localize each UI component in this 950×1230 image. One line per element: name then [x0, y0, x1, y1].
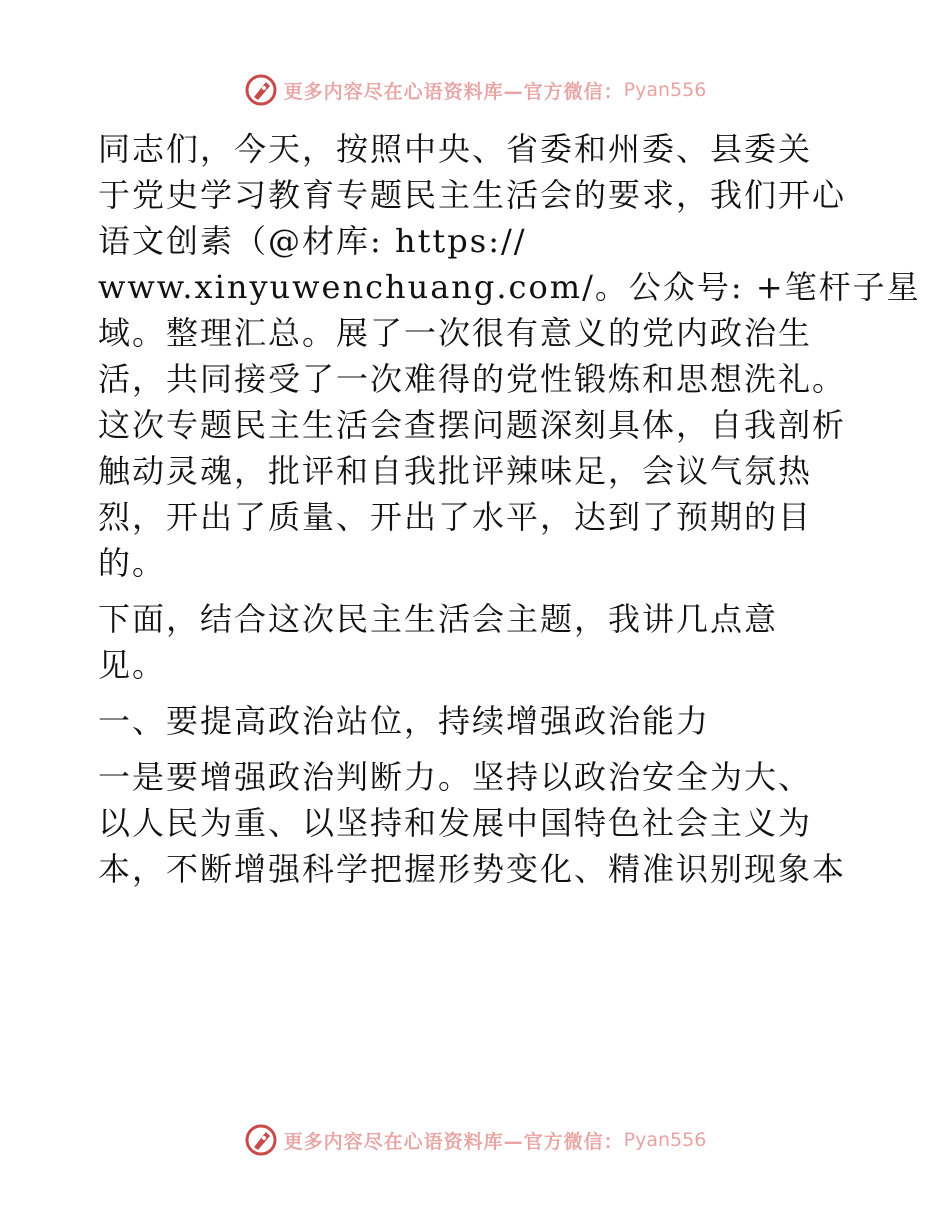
- document-body: [98, 126, 921, 892]
- text-line: 这次专题民主生活会查摆问题深刻具体，自我剖析: [98, 406, 847, 444]
- banner-text: 更多内容尽在心语资料库—官方微信：: [283, 80, 624, 103]
- banner-contact: Pyan556: [623, 79, 707, 101]
- text-line: 下面，结合这次民主生活会主题，我讲几点意: [98, 600, 779, 638]
- text-line: 触动灵魂，批评和自我批评辣味足，会议气氛热: [98, 452, 813, 490]
- text-line: 于党史学习教育专题民主生活会的要求，我们开心: [98, 176, 847, 214]
- footer-watermark-banner: [0, 1120, 950, 1160]
- text-line: 同志们，今天，按照中央、省委和州委、县委关: [98, 130, 813, 168]
- banner-text: 更多内容尽在心语资料库—官方微信：: [283, 1130, 624, 1153]
- text-line: 一是要增强政治判断力。坚持以政治安全为大、: [98, 758, 813, 796]
- heading-line: 一、要提高政治站位，持续增强政治能力: [98, 702, 711, 740]
- text-line: 以人民为重、以坚持和发展中国特色社会主义为: [98, 804, 813, 842]
- text-line: 域。整理汇总。展了一次很有意义的党内政治生: [98, 314, 813, 352]
- pen-nib-logo-icon: [244, 73, 278, 107]
- paragraph-point-one: [98, 754, 858, 892]
- text-line: 活，共同接受了一次难得的党性锻炼和思想洗礼。: [98, 360, 847, 398]
- pen-nib-logo-icon: [244, 1123, 278, 1157]
- text-line: 烈，开出了质量、开出了水平，达到了预期的目: [98, 498, 813, 536]
- text-line: 语文创素（@材库: https://: [98, 222, 527, 260]
- text-line: 的。: [98, 544, 167, 582]
- header-watermark-banner: [0, 70, 950, 110]
- banner-contact: Pyan556: [623, 1129, 707, 1151]
- text-line: 本，不断增强科学把握形势变化、精准识别现象本: [98, 850, 847, 888]
- paragraph-transition: [98, 596, 858, 688]
- section-heading: [98, 698, 858, 744]
- text-line: www.xinyuwenchuang.com/。公众号: +笔杆子星: [98, 268, 921, 306]
- paragraph-intro: [98, 126, 921, 586]
- text-line: 见。: [98, 646, 167, 684]
